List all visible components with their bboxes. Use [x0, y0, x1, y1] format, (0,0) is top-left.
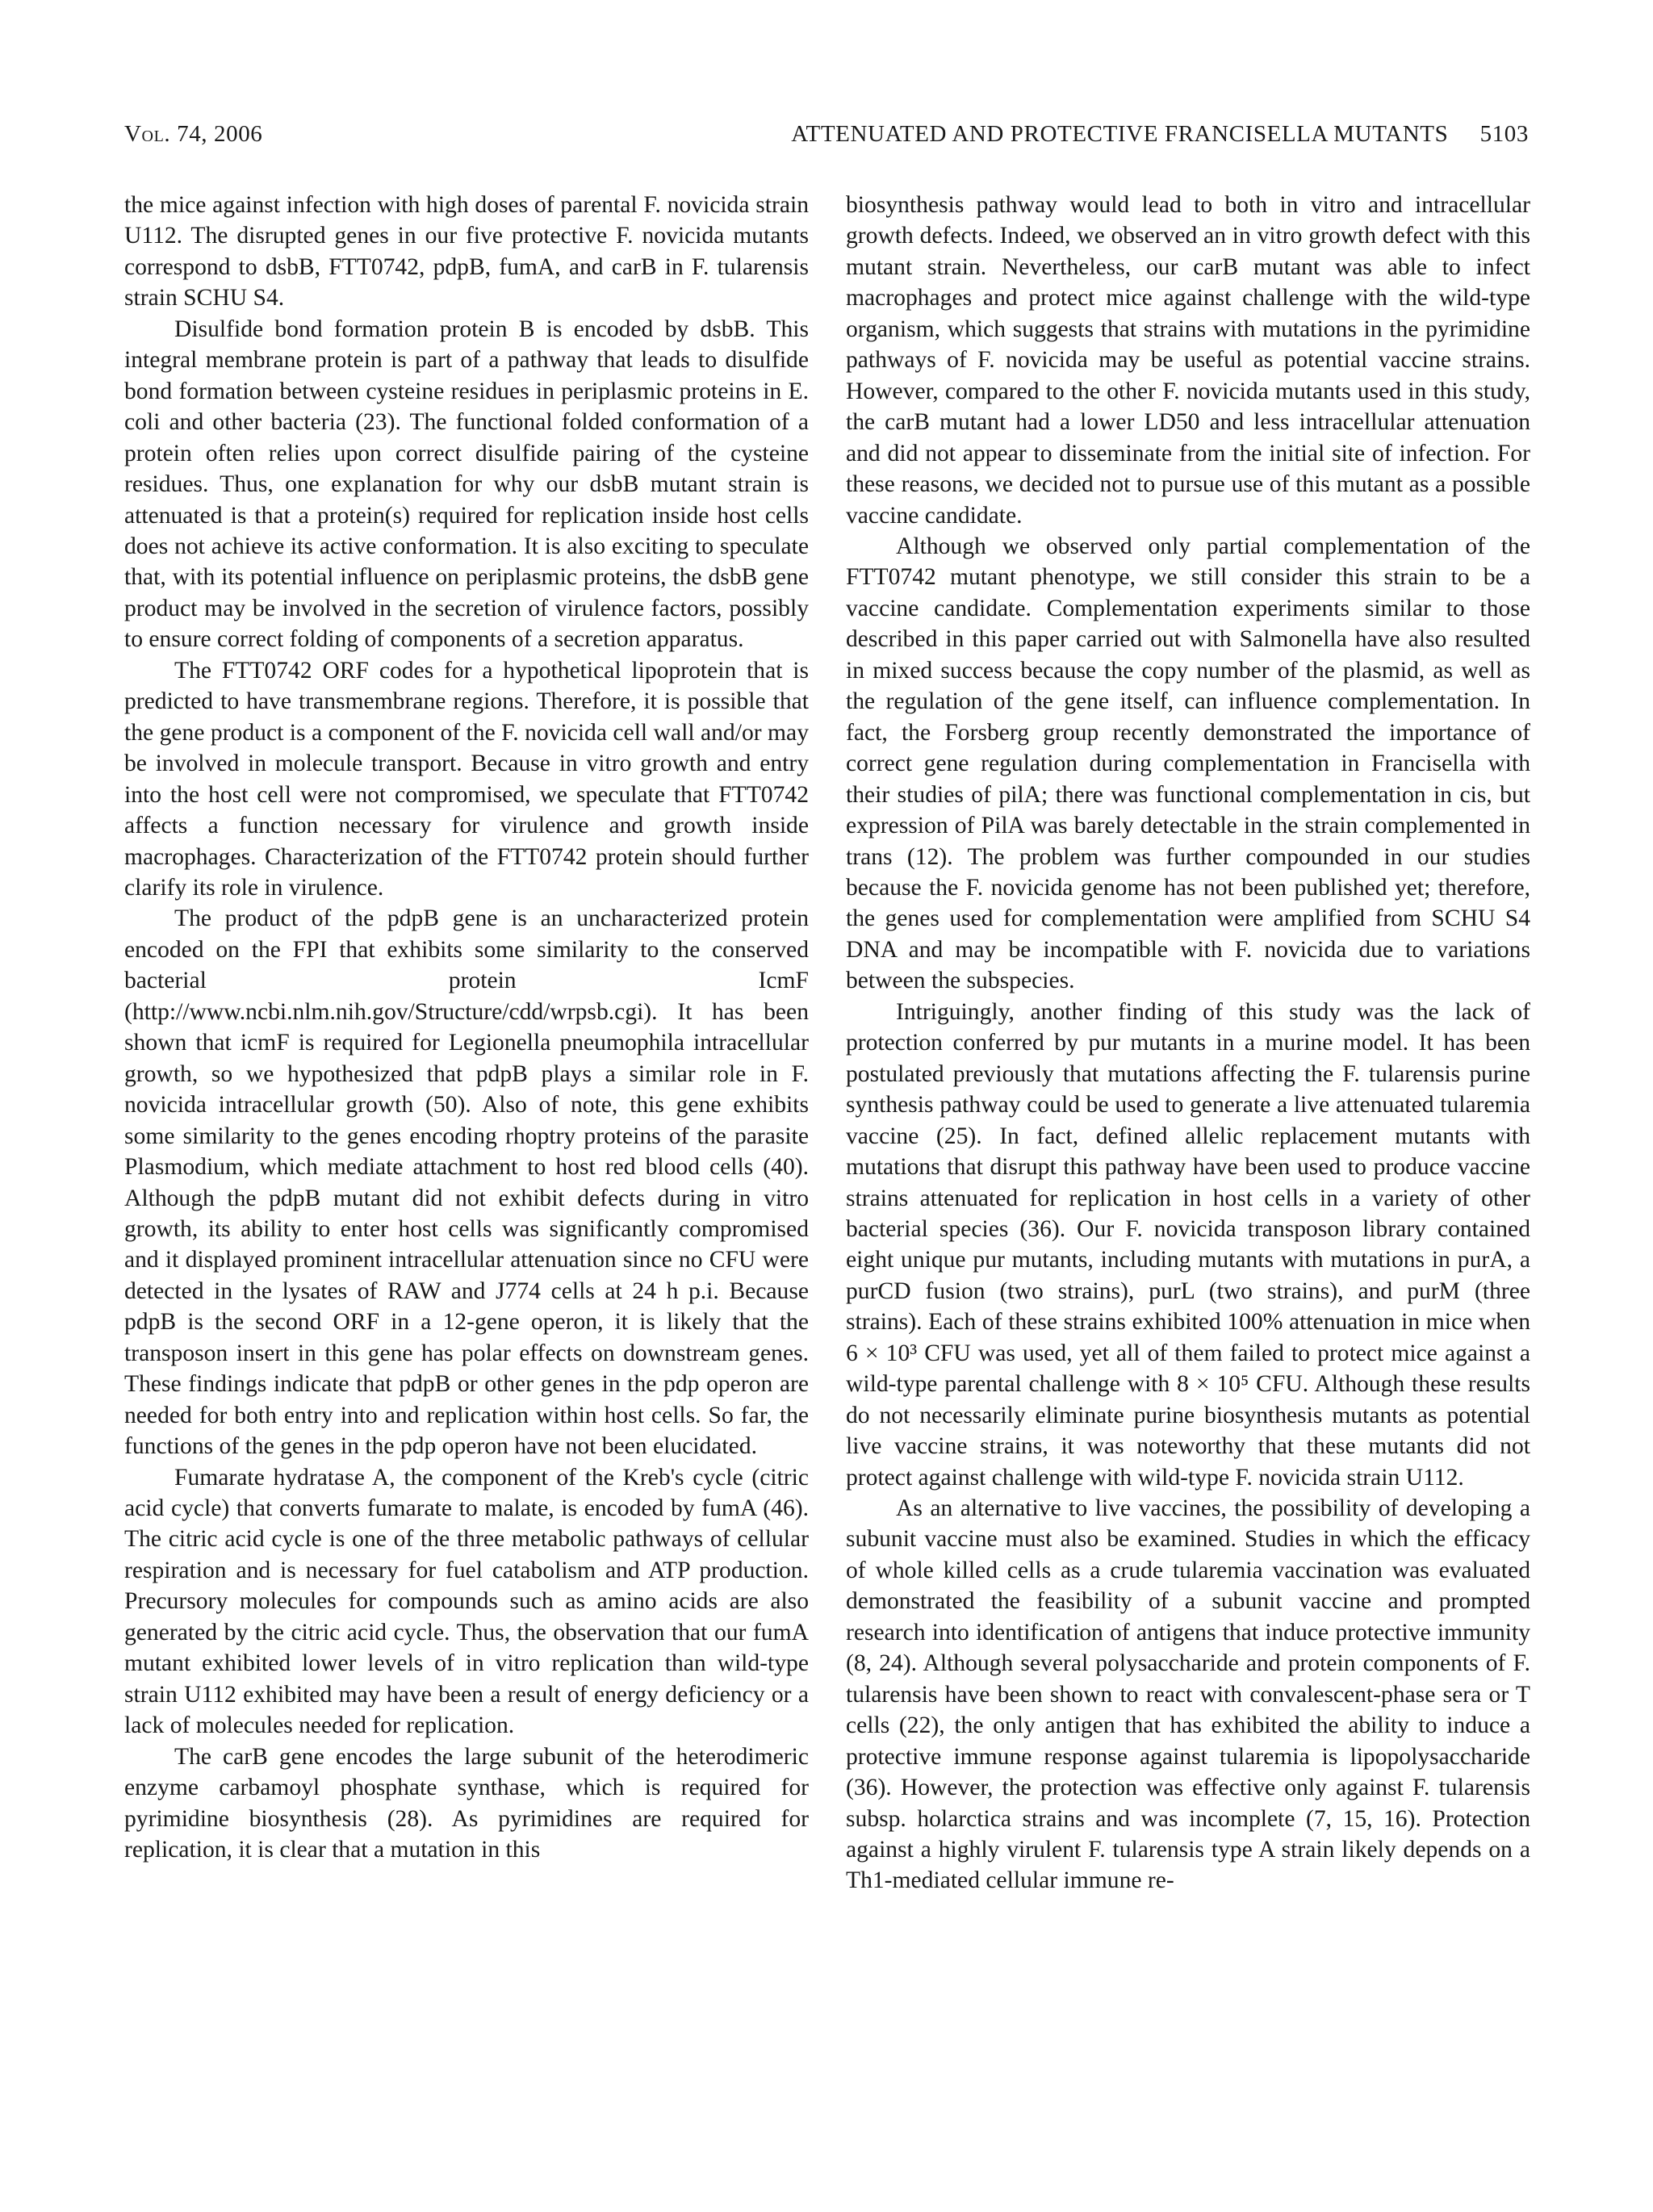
- paragraph: The carB gene encodes the large subunit of the heterodimeric enzyme carbamoyl phosphate synthase, which is required for pyrimidine biosynthesis (28). As pyrimidines are required for replication, it is clear that a mutation in this: [124, 1743, 809, 1863]
- paragraph: The product of the pdpB gene is an uncharacterized protein encoded on the FPI that exhibits some similarity to the conserved bacterial protein IcmF (http://www.ncbi.nlm.nih.gov/Structure/cdd/wrpsb.cgi). It has been shown that icmF is required for Legionella pneumophila intracellular growth, so we hypothesized that pdpB plays a similar role in F. novicida intracellular growth (50). Also of note, this gene exhibits some similarity to the genes encoding rhoptry proteins of the parasite Plasmodium, which mediate attachment to host red blood cells (40). Although the pdpB mutant did not exhibit defects during in vitro growth, its ability to enter host cells was significantly compromised and it displayed prominent intracellular attenuation since no CFU were detected in the lysates of RAW and J774 cells at 24 h p.i. Because pdpB is the second ORF in a 12-gene operon, it is likely that the transposon insert in this gene has polar effects on downstream genes. These findings indicate that pdpB or other genes in the pdp operon are needed for both entry into and replication within host cells. So far, the functions of the genes in the pdp operon have not been elucidated.: [124, 905, 809, 1460]
- paragraph: Although we observed only partial complementation of the FTT0742 mutant phenotype, we still consider this strain to be a vaccine candidate. Complementation experiments similar to those described in this paper carried out with Salmonella have also resulted in mixed success because the copy number of the plasmid, as well as the regulation of the gene itself, can influence complementation. In fact, the Forsberg group recently demonstrated the importance of correct gene regulation during complementation in Francisella with their studies of pilA; there was functional complementation in cis, but expression of PilA was barely detectable in the strain complemented in trans (12). The problem was further compounded in our studies because the F. novicida genome has not been published yet; therefore, the genes used for complementation were amplified from SCHU S4 DNA and may be incompatible with F. novicida due to variations between the subspecies.: [846, 533, 1530, 994]
- journal-volume: Vol. 74, 2006: [124, 121, 263, 147]
- page-number: 5103: [1479, 121, 1529, 147]
- running-title-and-page: [791, 121, 1529, 148]
- left-column: [124, 190, 809, 1865]
- paragraph: Intriguingly, another finding of this study was the lack of protection conferred by pur mutants in a murine model. It has been postulated previously that mutations affecting the F. tularensis purine synthesis pathway could be used to generate a live attenuated tularemia vaccine (25). In fact, defined allelic replacement mutants with mutations that disrupt this pathway have been used to produce vaccine strains attenuated for replication in host cells in a variety of other bacterial species (36). Our F. novicida transposon library contained eight unique pur mutants, including mutants with mutations in purA, a purCD fusion (two strains), purL (two strains), and purM (three strains). Each of these strains exhibited 100% attenuation in mice when 6 × 10³ CFU was used, yet all of them failed to protect mice against a wild-type parental challenge with 8 × 10⁵ CFU. Although these results do not necessarily eliminate purine biosynthesis mutants as potential live vaccine strains, it was noteworthy that these mutants did not protect against challenge with wild-type F. novicida strain U112.: [846, 998, 1530, 1491]
- paragraph: biosynthesis pathway would lead to both in vitro and intracellular growth defects. Indeed, we observed an in vitro growth defect with this mutant strain. Nevertheless, our carB mutant was able to infect macrophages and protect mice against challenge with the wild-type organism, which suggests that strains with mutations in the pyrimidine pathways of F. novicida may be useful as potential vaccine strains. However, compared to the other F. novicida mutants used in this study, the carB mutant had a lower LD50 and less intracellular attenuation and did not appear to disseminate from the initial site of infection. For these reasons, we decided not to pursue use of this mutant as a possible vaccine candidate.: [846, 192, 1530, 529]
- paragraph: The FTT0742 ORF codes for a hypothetical lipoprotein that is predicted to have transmembrane regions. Therefore, it is possible that the gene product is a component of the F. novicida cell wall and/or may be involved in molecule transport. Because in vitro growth and entry into the host cell were not compromised, we speculate that FTT0742 affects a function necessary for virulence and growth inside macrophages. Characterization of the FTT0742 protein should further clarify its role in virulence.: [124, 657, 809, 901]
- paragraph: the mice against infection with high doses of parental F. novicida strain U112. The disrupted genes in our five protective F. novicida mutants correspond to dsbB, FTT0742, pdpB, fumA, and carB in F. tularensis strain SCHU S4.: [124, 192, 809, 312]
- paragraph: Fumarate hydratase A, the component of the Kreb's cycle (citric acid cycle) that converts fumarate to malate, is encoded by fumA (46). The citric acid cycle is one of the three metabolic pathways of cellular respiration and is necessary for fuel catabolism and ATP production. Precursory molecules for compounds such as amino acids are also generated by the citric acid cycle. Thus, the observation that our fumA mutant exhibited lower levels of in vitro replication than wild-type strain U112 exhibited may have been a result of energy deficiency or a lack of molecules needed for replication.: [124, 1464, 809, 1739]
- paragraph: Disulfide bond formation protein B is encoded by dsbB. This integral membrane protein is part of a pathway that leads to disulfide bond formation between cysteine residues in periplasmic proteins in E. coli and other bacteria (23). The functional folded conformation of a protein often relies upon correct disulfide pairing of the cysteine residues. Thus, one explanation for why our dsbB mutant strain is attenuated is that a protein(s) required for replication inside host cells does not achieve its active conformation. It is also exciting to speculate that, with its potential influence on periplasmic proteins, the dsbB gene product may be involved in the secretion of virulence factors, possibly to ensure correct folding of components of a secretion apparatus.: [124, 316, 809, 653]
- running-title: ATTENUATED AND PROTECTIVE FRANCISELLA MUTANTS: [791, 121, 1449, 147]
- running-header: [124, 121, 1529, 153]
- paragraph: As an alternative to live vaccines, the possibility of developing a subunit vaccine must also be examined. Studies in which the efficacy of whole killed cells as a crude tularemia vaccination was evaluated demonstrated the feasibility of a subunit vaccine and prompted research into identification of antigens that induce protective immunity (8, 24). Although several polysaccharide and protein components of F. tularensis have been shown to react with convalescent-phase sera or T cells (22), the only antigen that has exhibited the ability to induce a protective immune response against tularemia is lipopolysaccharide (36). However, the protection was effective only against F. tularensis subsp. holarctica strains and was incomplete (7, 15, 16). Protection against a highly virulent F. tularensis type A strain likely depends on a Th1-mediated cellular immune re-: [846, 1495, 1530, 1894]
- right-column: [846, 190, 1530, 1896]
